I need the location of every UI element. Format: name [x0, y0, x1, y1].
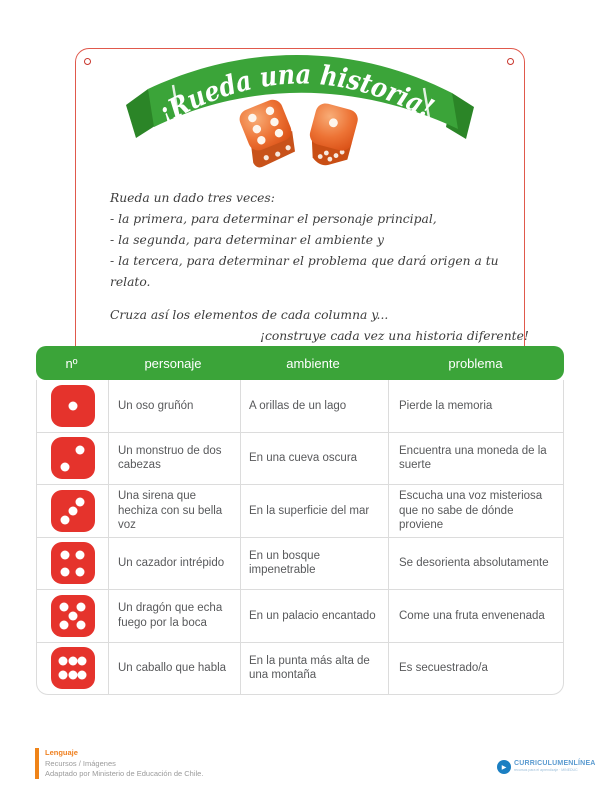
story-table [36, 346, 564, 695]
personaje-cell: Un oso gruñón [118, 399, 194, 412]
ambiente-cell: En la superficie del mar [249, 504, 370, 517]
page-title-text: ¡Rueda una historia! [153, 59, 440, 131]
logo-wordmark: CURRICULUMENLÍNEA [514, 760, 596, 767]
instructions-block [110, 188, 534, 347]
column-header-ambiente: ambiente [286, 355, 340, 371]
problema-cell: Es secuestrado/a [399, 662, 488, 674]
problema-cell: Encuentra una moneda de la suerte [399, 444, 547, 472]
footer-subject: Lenguaje [45, 748, 78, 757]
column-header-numero: nº [65, 355, 78, 371]
table-row [37, 643, 563, 695]
table-body [36, 380, 564, 695]
play-circle-icon: ▶ [497, 760, 511, 774]
die-face-1-icon [51, 385, 95, 427]
corner-pin-right-icon [507, 58, 514, 65]
instruction-bullet-1: - la primera, para determinar el personaje principal, [110, 212, 437, 226]
instruction-bullet-2: - la segunda, para determinar el ambiente y [110, 233, 384, 247]
ambiente-cell: A orillas de un lago [249, 399, 347, 412]
die-face-4-icon [51, 542, 95, 584]
problema-cell: Come una fruta envenenada [399, 609, 545, 622]
table-row [37, 485, 563, 538]
corner-pin-left-icon [84, 58, 91, 65]
personaje-cell: Un caballo que habla [118, 662, 227, 674]
column-header-problema: problema [448, 355, 503, 371]
problema-cell: Pierde la memoria [399, 399, 493, 412]
instructions-intro: Rueda un dado tres veces: [110, 191, 275, 205]
footer-accent-bar [35, 748, 39, 779]
instructions-cross-line: Cruza así los elementos de cada columna y... [110, 308, 389, 322]
personaje-cell: Un dragón que echa fuego por la boca [118, 602, 223, 629]
instructions-closing-line: ¡construye cada vez una historia diferente! [260, 329, 529, 343]
die-face-3-icon [51, 490, 95, 532]
die-left [234, 97, 301, 170]
problema-cell: Se desorienta absolutamente [399, 557, 549, 569]
footer-resources: Recursos / Imágenes [45, 758, 116, 768]
personaje-cell: Un monstruo de dos cabezas [118, 444, 222, 472]
problema-cell: Escucha una voz misteriosa que no sabe de dónde proviene [399, 490, 543, 531]
ambiente-cell: En la punta más alta de una montaña [249, 654, 370, 682]
table-header-row [36, 346, 564, 380]
ambiente-cell: En un bosque impenetrable [249, 549, 320, 577]
footer-attribution: Adaptado por Ministerio de Educación de Chile. [45, 769, 204, 778]
table-row [37, 590, 563, 643]
table-row [37, 380, 563, 433]
die-face-2-icon [51, 437, 95, 479]
ambiente-cell: En una cueva oscura [249, 452, 358, 464]
personaje-cell: Una sirena que hechiza con su bella voz [118, 490, 223, 531]
personaje-cell: Un cazador intrépido [118, 557, 225, 569]
footer-credits [35, 748, 203, 780]
curriculum-en-linea-logo [497, 760, 596, 774]
table-row [37, 538, 563, 591]
ambiente-cell: En un palacio encantado [249, 609, 376, 622]
die-right [303, 101, 360, 171]
instruction-bullet-3: - la tercera, para determinar el problema que dará origen a tu relato. [110, 254, 499, 289]
column-header-personaje: personaje [144, 355, 202, 371]
die-face-6-icon [51, 647, 95, 689]
table-row [37, 433, 563, 486]
logo-tagline: recursos para el aprendizaje · MINEDUC [514, 768, 578, 772]
dice-illustration [230, 90, 372, 178]
die-face-5-icon [51, 595, 95, 637]
